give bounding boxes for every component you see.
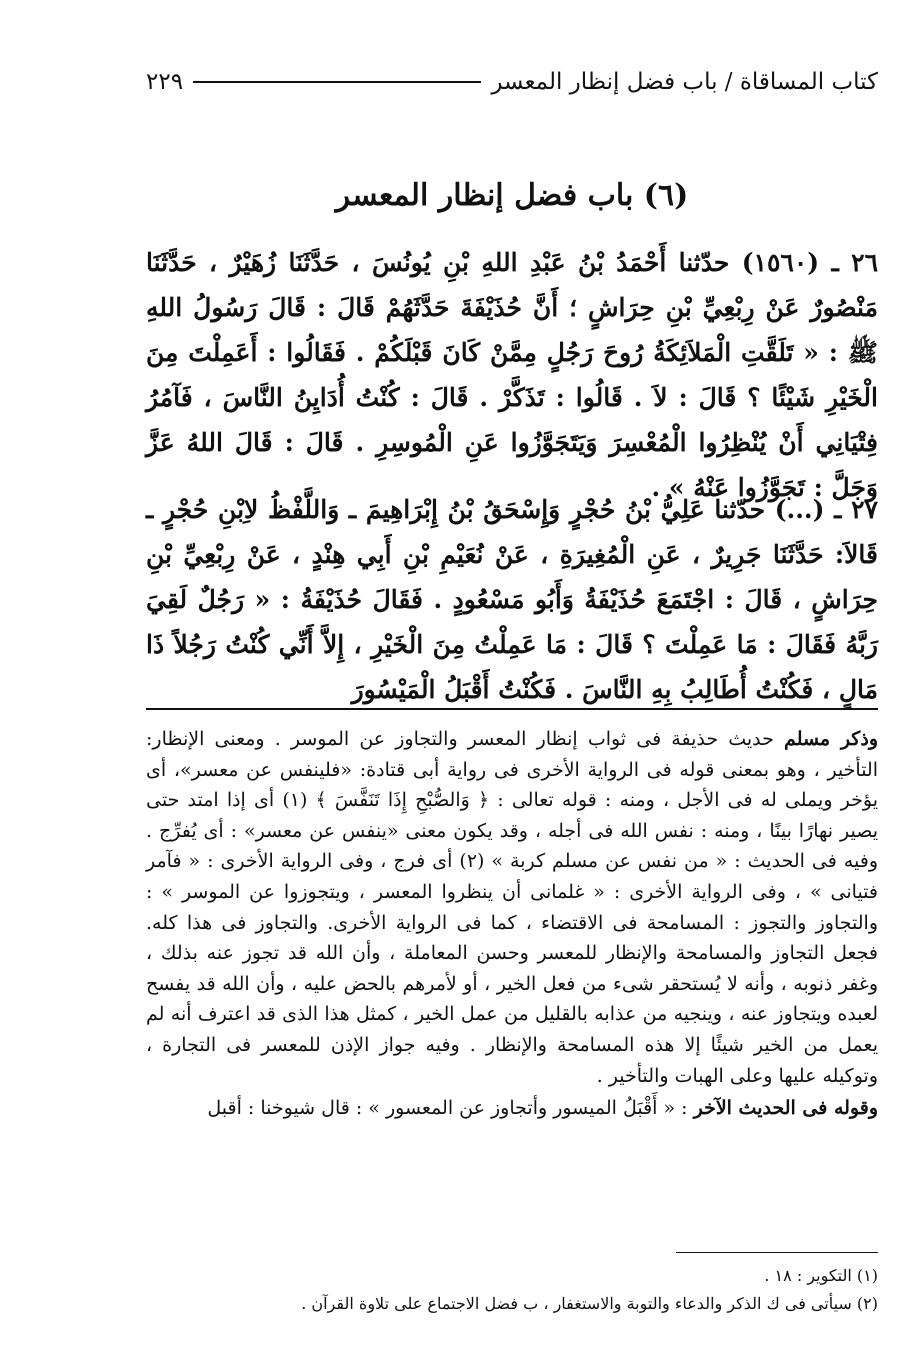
commentary-divider [146, 708, 878, 710]
page-number: ٢٢٩ [146, 69, 184, 95]
hadith-27: ٢٧ ـ (...) حدّثنا عَلِيُّ بْنُ حُجْرٍ وَإِسْحَقُ بْنُ إِبْرَاهِيمَ ـ وَاللَّفْظُ لاِبْنِ حُجْرٍ ـ قَالاَ: حَدَّثَنَا جَرِيرٌ ، عَنِ الْمُغِيرَةِ ، عَنْ نُعَيْمِ بْنِ أَبِي هِنْدٍ ، عَنْ رِبْعِيِّ بْنِ حِرَاشٍ ، قَالَ : اجْتَمَعَ حُذَيْفَةُ وَأَبُو مَسْعُودٍ . فَقَالَ حُذَيْفَةُ : « رَجُلٌ لَقِيَ رَبَّهُ فَقَالَ : مَا عَمِلْتَ ؟ قَالَ : مَا عَمِلْتُ مِنَ الْخَيْرِ ، إِلاَّ أَنِّي كُنْتُ رَجُلاً ذَا مَالٍ ، فَكُنْتُ أُطَالِبُ بِهِ النَّاسَ . فَكُنْتُ أَقْبَلُ الْمَيْسُورَ [146, 495, 878, 704]
hadith-26: ٢٦ ـ (١٥٦٠) حدّثنا أَحْمَدُ بْنُ عَبْدِ اللهِ بْنِ يُونُسَ ، حَدَّثَنَا زُهَيْرٌ ، حَدَّثَنَا مَنْصُورٌ عَنْ رِبْعِيِّ بْنِ حِرَاشٍ ؛ أَنَّ حُذَيْفَةَ حَدَّثَهُمْ قَالَ : قَالَ رَسُولُ اللهِ ﷺ : « تَلَقَّتِ الْمَلاَئِكَةُ رُوحَ رَجُلٍ مِمَّنْ كَانَ قَبْلَكُمْ . فَقَالُوا : أَعَمِلْتَ مِنَ الْخَيْرِ شَيْئًا ؟ قَالَ : لاَ . قَالُوا : تَذَكَّرْ . قَالَ : كُنْتُ أُدَايِنُ النَّاسَ ، فَآمُرُ فِتْيَانِي أَنْ يُنْظِرُوا الْمُعْسِرَ وَيَتَجَوَّزُوا عَنِ الْمُوسِرِ . قَالَ : قَالَ اللهُ عَزَّ وَجَلَّ : تَجَوَّزُوا عَنْهُ » . [146, 248, 878, 502]
footnote-divider [676, 1252, 878, 1253]
footnote-1: (١) التكوير : ١٨ . [764, 1266, 878, 1285]
commentary-paragraph [146, 724, 878, 1091]
commentary-text: حديث حذيفة فى ثواب إنظار المعسر والتجاوز عن الموسر . ومعنى الإنظار: التأخير ، وهو بمعنى قوله فى الرواية الأخرى فى رواية أبى قتادة: «فلينفس عن معسر»، أى يؤخر ويملى له فى الأجل ، ومنه : قوله تعالى : ﴿ وَالصُّبْحِ إِذَا تَنَفَّسَ ﴾ (١) أى إذا امتد حتى يصير نهارًا بينًا ، ومنه : نفس الله فى أجله ، وقد يكون معنى «ينفس عن معسر» : أى يُفرِّج . وفيه فى الحديث : « من نفس عن مسلم كربة » (٢) أى فرج ، وفى الرواية الأخرى : « فآمر فتيانى » ، وفى الرواية الأخرى : « غلمانى أن ينظروا المعسر ، ويتجوزوا عن الموسر » : والتجاوز والتجوز : المسامحة فى الاقتضاء ، كما فى الرواية الأخرى. والتجاوز فى هذا كله. فجعل التجاوز والمسامحة والإنظار للمعسر وحسن المعاملة ، وأن الله قد تجوز عنه بذلك ، وغفر ذنوبه ، وأنه لا يُستحقر شىء من فعل الخير ، أو لأمرهم بالحض عليه ، وأن الله قد يفسح لعبده ويتجاوز عنه ، وينجيه من عذابه بالقليل من عمل الخير ، كمثل هذا الذى قد اعترف أنه لم يعمل من الخير شيئًا إلا هذه المسامحة والإنظار . وفيه جواز الإذن للمعسر فى التجارة ، وتوكيله عليها وعلى الهبات والتأخير . [146, 728, 878, 1087]
header-rule [193, 81, 481, 83]
running-header [146, 64, 878, 100]
commentary-lead: وقوله فى الحديث الآخر [693, 1097, 878, 1120]
running-title: كتاب المساقاة / باب فضل إنظار المعسر [491, 69, 878, 95]
footnotes [146, 1262, 878, 1318]
chapter-title: (٦) باب فضل إنظار المعسر [335, 178, 689, 213]
commentary-lead: وذكر مسلم [784, 728, 878, 750]
commentary [146, 724, 878, 1124]
commentary-text: : « أَقْبَلُ الميسور وأتجاوز عن المعسور » : قال شيوخنا : أقبل [207, 1097, 694, 1120]
commentary-paragraph [146, 1093, 878, 1124]
footnote-2: (٢) سيأتى فى ك الذكر والدعاء والتوبة والاستغفار ، ب فضل الاجتماع على تلاوة القرآن . [301, 1294, 878, 1313]
